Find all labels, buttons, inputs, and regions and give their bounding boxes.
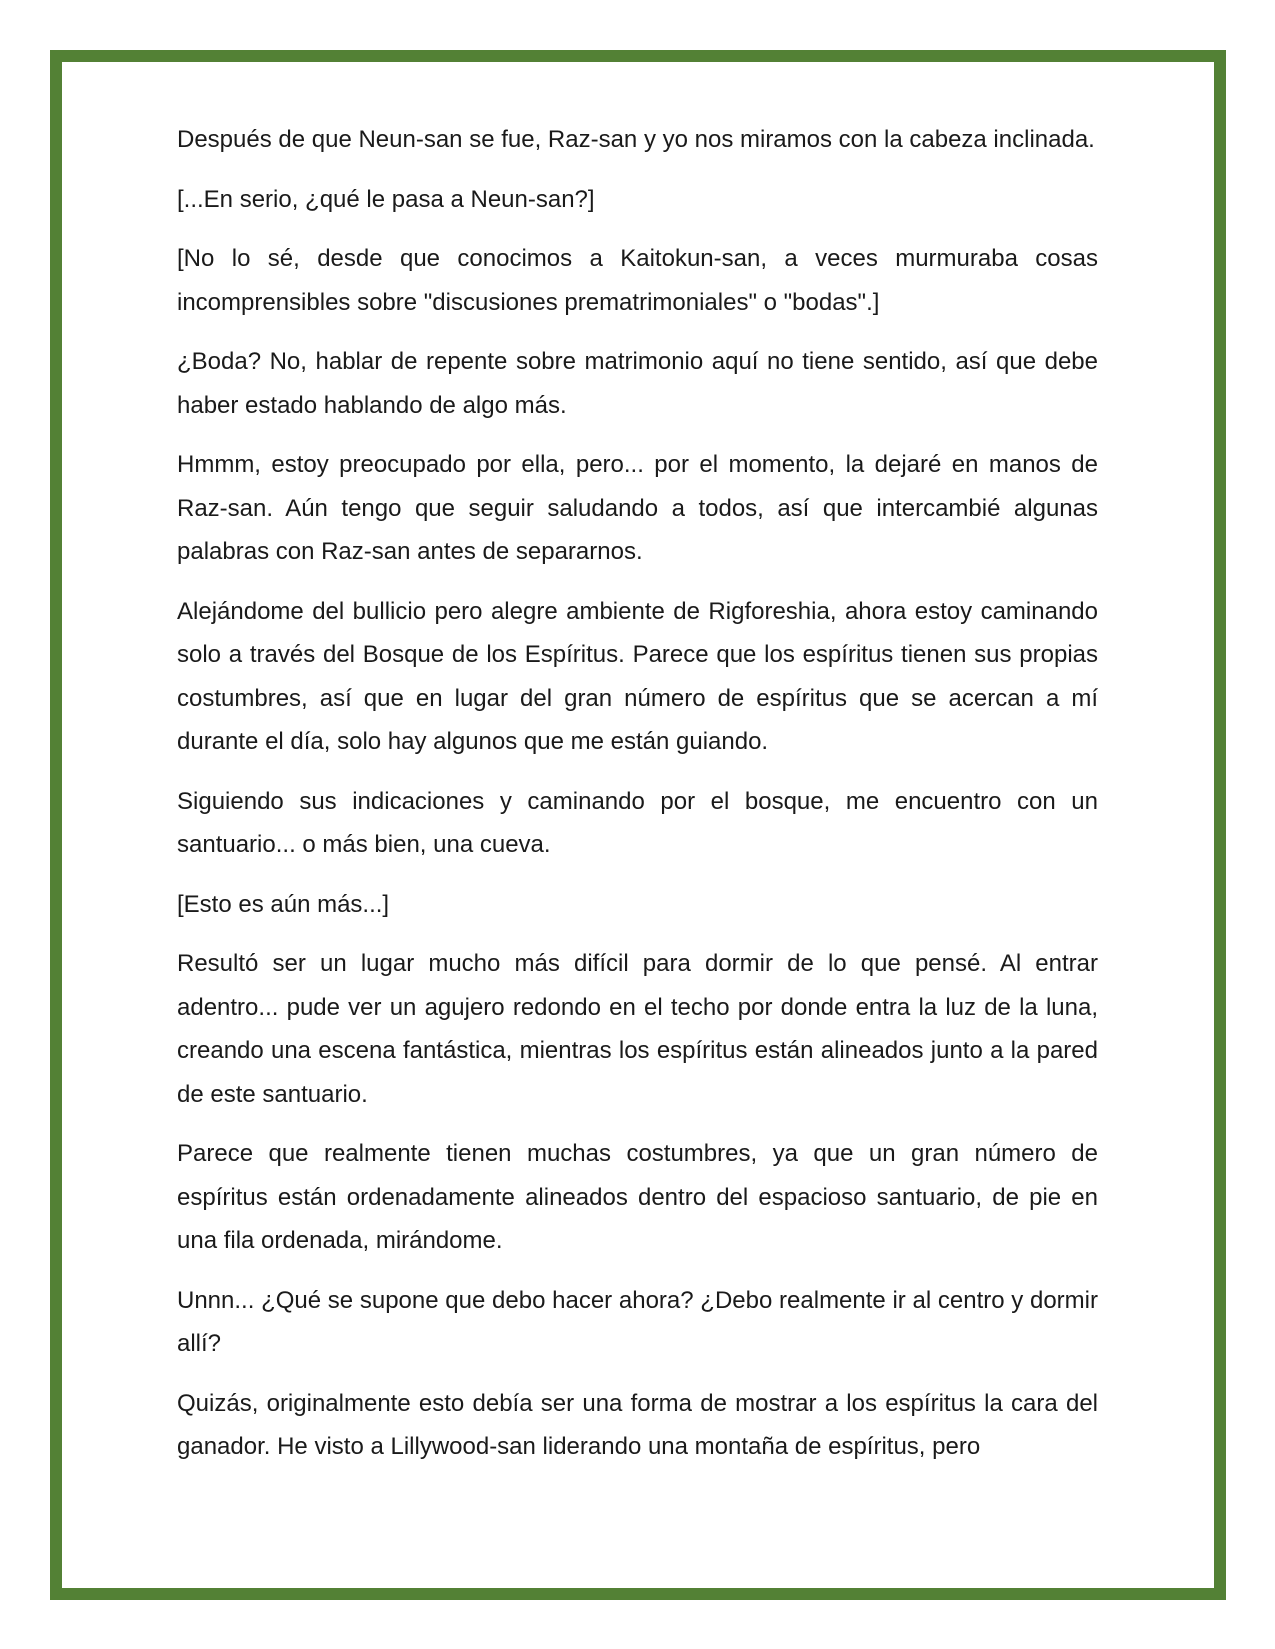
paragraph-8: [Esto es aún más...] (177, 890, 390, 918)
paragraph-2: [...En serio, ¿qué le pasa a Neun-san?] (177, 185, 595, 213)
paragraph-7: Siguiendo sus indicaciones y caminando por el bosque, me encuentro con un santuario... o más bien, una cueva. (177, 787, 1098, 858)
paragraph-9: Resultó ser un lugar mucho más difícil para dormir de lo que pensé. Al entrar adentro... pude ver un agujero redondo en el techo por donde entra la luz de la luna, creando una escena fantástica, mientras los espíritus están alineados junto a la pared de este santuario. (177, 950, 1098, 1108)
paragraph-4: ¿Boda? No, hablar de repente sobre matrimonio aquí no tiene sentido, así que debe haber estado hablando de algo más. (177, 348, 1098, 419)
paragraph-11: Unnn... ¿Qué se supone que debo hacer ahora? ¿Debo realmente ir al centro y dormir allí? (177, 1286, 1098, 1357)
paragraph-12: Quizás, originalmente esto debía ser una forma de mostrar a los espíritus la cara del ganador. He visto a Lillywood-san liderando una montaña de espíritus, pero (177, 1389, 1098, 1460)
paragraph-3: [No lo sé, desde que conocimos a Kaitokun-san, a veces murmuraba cosas incomprensibles sobre "discusiones prematrimoniales" o "bodas".] (177, 245, 1098, 316)
paragraph-5: Hmmm, estoy preocupado por ella, pero... por el momento, la dejaré en manos de Raz-san. Aún tengo que seguir saludando a todos, así que intercambié algunas palabras con Raz-san antes de separarnos. (177, 451, 1098, 565)
paragraph-1: Después de que Neun-san se fue, Raz-san y yo nos miramos con la cabeza inclinada. (177, 126, 1095, 153)
document-body (177, 118, 1098, 1485)
paragraph-10: Parece que realmente tienen muchas costumbres, ya que un gran número de espíritus están ordenadamente alineados dentro del espacioso santuario, de pie en una fila ordenada, mirándome. (177, 1140, 1098, 1254)
paragraph-6: Alejándome del bullicio pero alegre ambiente de Rigforeshia, ahora estoy caminando solo a través del Bosque de los Espíritus. Parece que los espíritus tienen sus propias costumbres, así que en lugar del gran número de espíritus que se acercan a mí durante el día, solo hay algunos que me están guiando. (177, 597, 1098, 755)
